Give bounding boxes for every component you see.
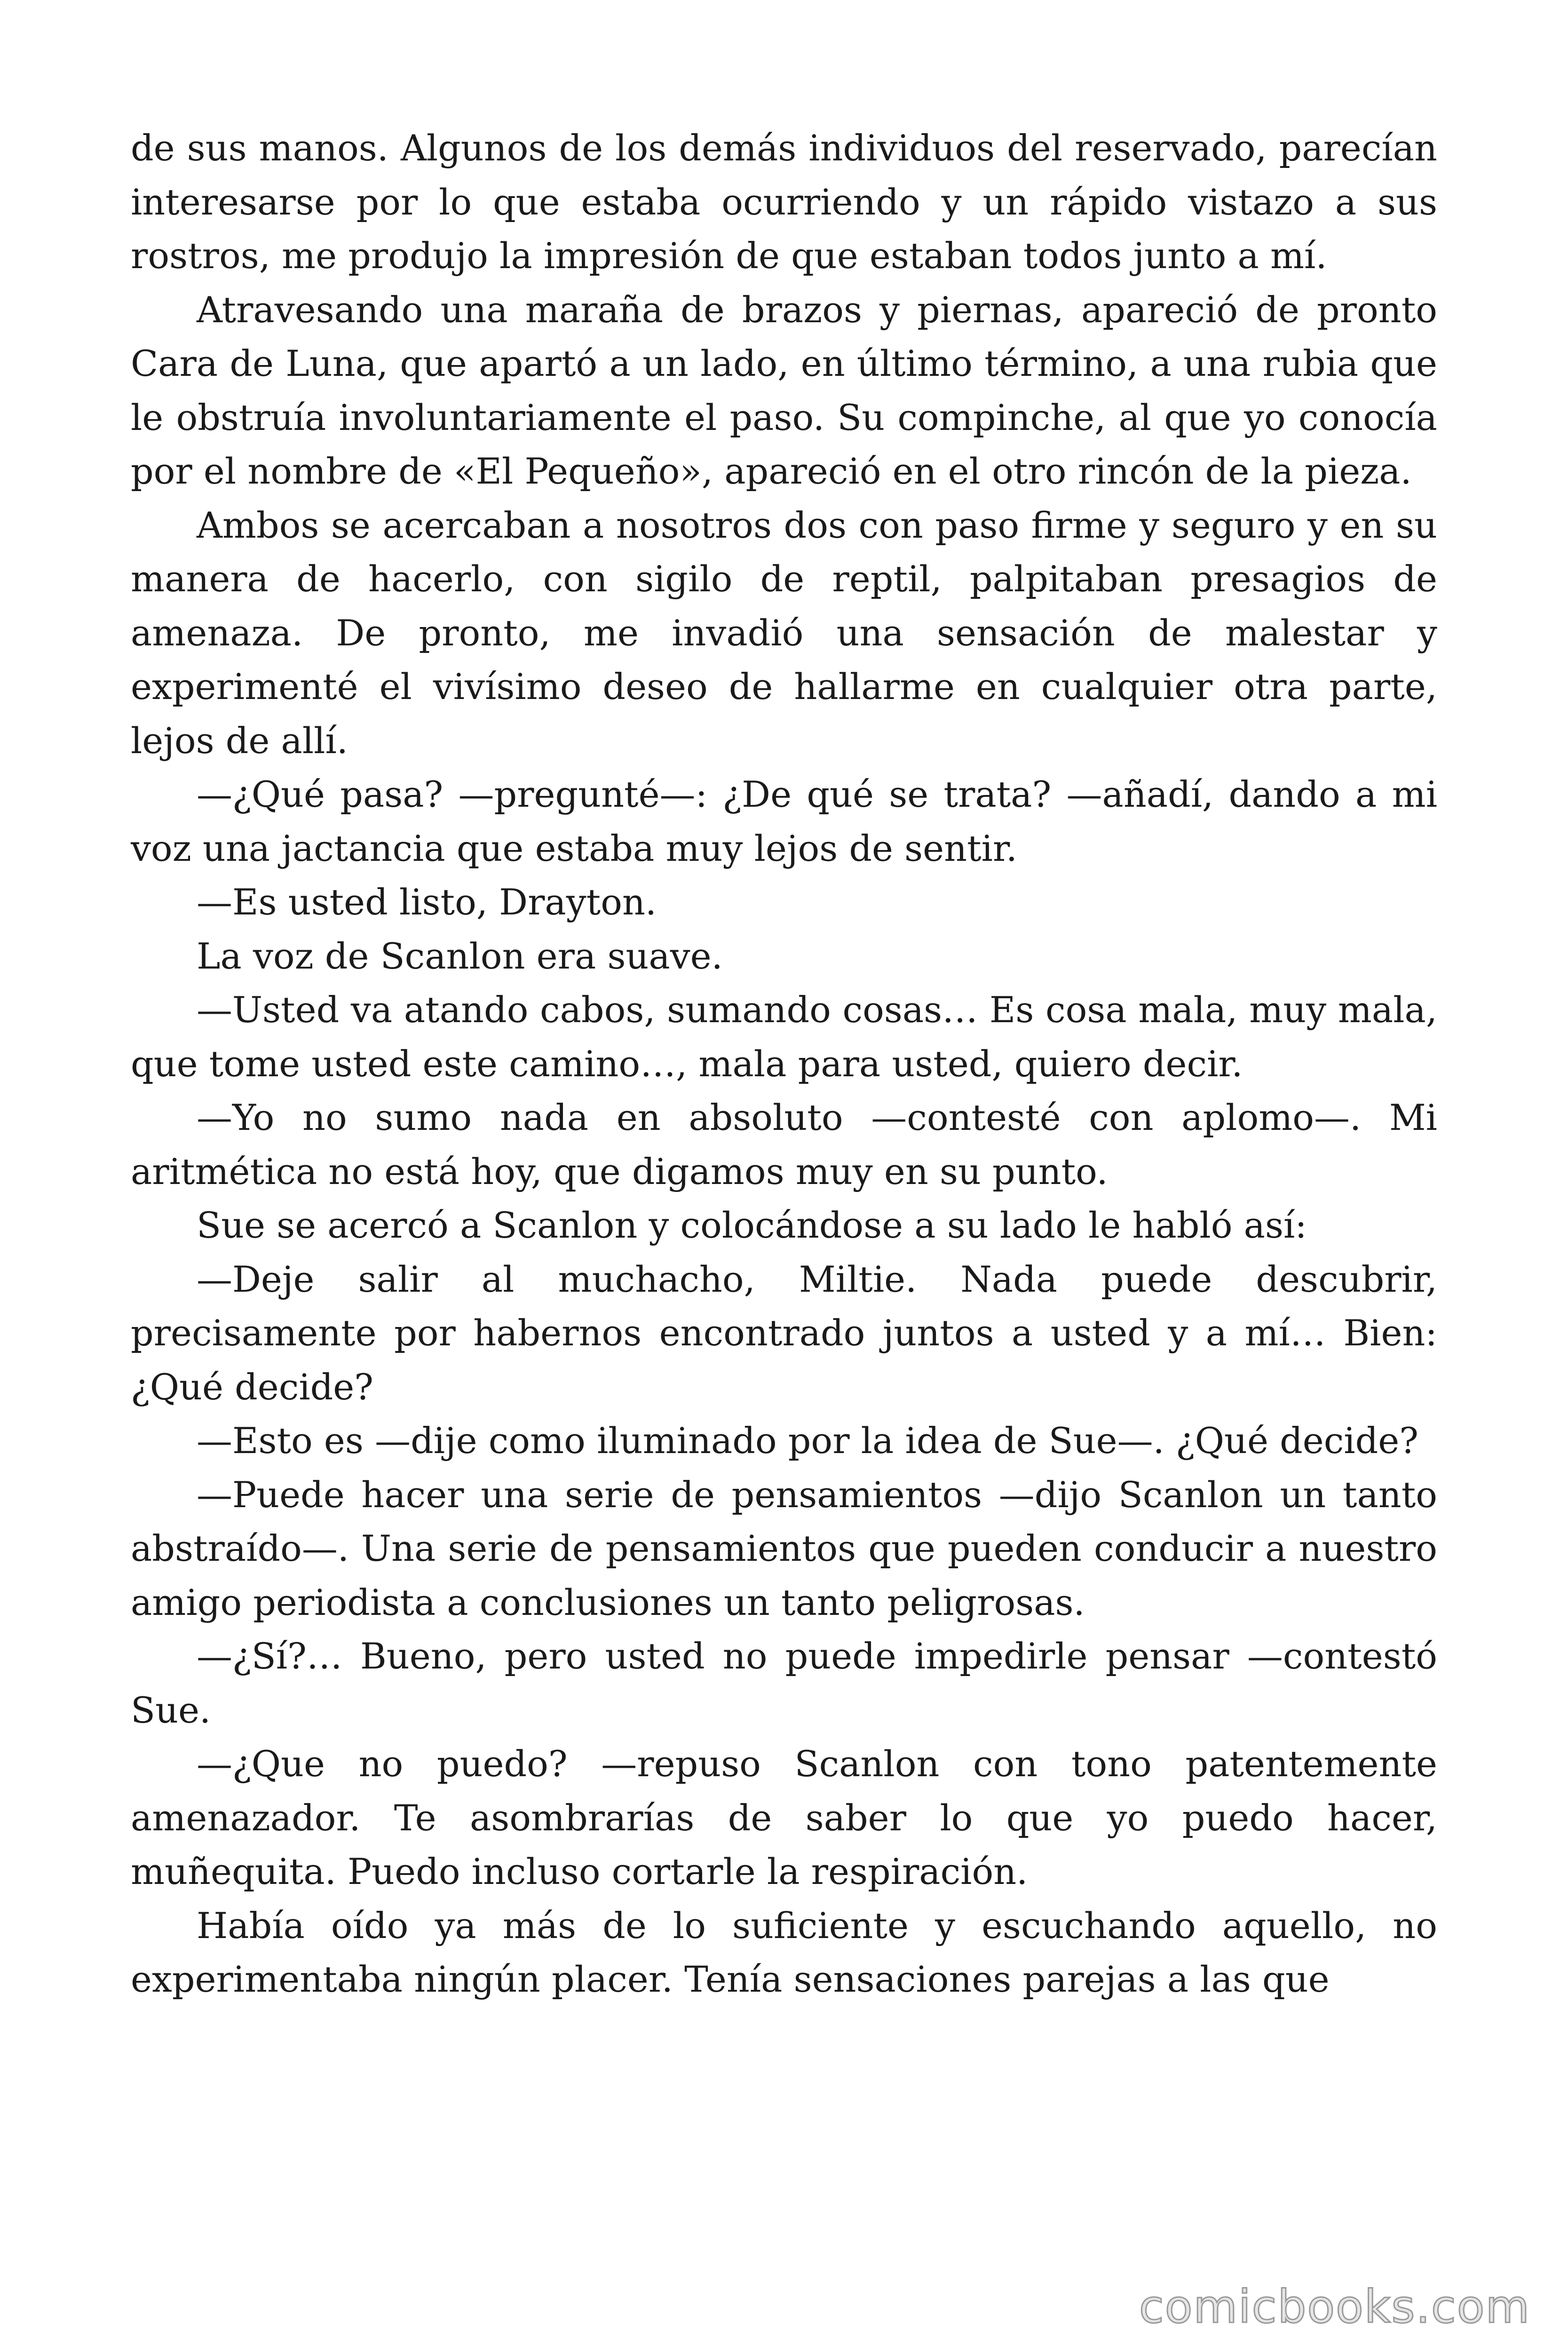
paragraph-15: Había oído ya más de lo suficiente y escuchando aquello, no experimentaba ningún placer. Tenía sensaciones parejas a las que [131,1904,1437,2000]
paragraph-11: —Esto es —dije como iluminado por la idea de Sue—. ¿Qué decide? [197,1420,1418,1462]
paragraph-6: La voz de Scanlon era suave. [197,935,723,977]
watermark: comicbooks.com [1139,2280,1530,2333]
paragraph-5: —Es usted listo, Drayton. [197,881,657,923]
page-text [131,121,1437,2229]
paragraph-14: —¿Que no puedo? —repuso Scanlon con tono patentemente amenazador. Te asombrarías de saber lo que yo puedo hacer, muñequita. Puedo incluso cortarle la respiración. [131,1743,1437,1892]
paragraph-12: —Puede hacer una serie de pensamientos —dijo Scanlon un tanto abstraído—. Una serie de pensamientos que pueden conducir a nuestro amigo periodista a conclusiones un tanto peligrosas. [131,1473,1437,1623]
paragraph-1: de sus manos. Algunos de los demás individuos del reservado, parecían interesarse por lo que estaba ocurriendo y un rápido vistazo a sus rostros, me produjo la impresión de que estaban todos junto a mí. [131,127,1437,277]
paragraph-13: —¿Sí?… Bueno, pero usted no puede impedirle pensar —contestó Sue. [131,1635,1437,1731]
paragraph-3: Ambos se acercaban a nosotros dos con paso firme y seguro y en su manera de hacerlo, con sigilo de reptil, palpitaban presagios de amenaza. De pronto, me invadió una sensación de malestar y experimenté el vivísimo deseo de hallarme en cualquier otra parte, lejos de allí. [131,504,1437,762]
paragraph-10: —Deje salir al muchacho, Miltie. Nada puede descubrir, precisamente por habernos encontrado juntos a usted y a mí… Bien: ¿Qué decide? [131,1258,1437,1408]
paragraph-7: —Usted va atando cabos, sumando cosas… Es cosa mala, muy mala, que tome usted este camino…, mala para usted, quiero decir. [131,989,1437,1085]
paragraph-9: Sue se acercó a Scanlon y colocándose a su lado le habló así: [197,1204,1307,1246]
paragraph-8: —Yo no sumo nada en absoluto —contesté con aplomo—. Mi aritmética no está hoy, que digamos muy en su punto. [131,1097,1437,1192]
paragraph-4: —¿Qué pasa? —pregunté—: ¿De qué se trata? —añadí, dando a mi voz una jactancia que estaba muy lejos de sentir. [131,773,1437,869]
paragraph-2: Atravesando una maraña de brazos y piernas, apareció de pronto Cara de Luna, que apartó a un lado, en último término, a una rubia que le obstruía involuntariamente el paso. Su compinche, al que yo conocía por el nombre de «El Pequeño», apareció en el otro rincón de la pieza. [131,288,1437,492]
